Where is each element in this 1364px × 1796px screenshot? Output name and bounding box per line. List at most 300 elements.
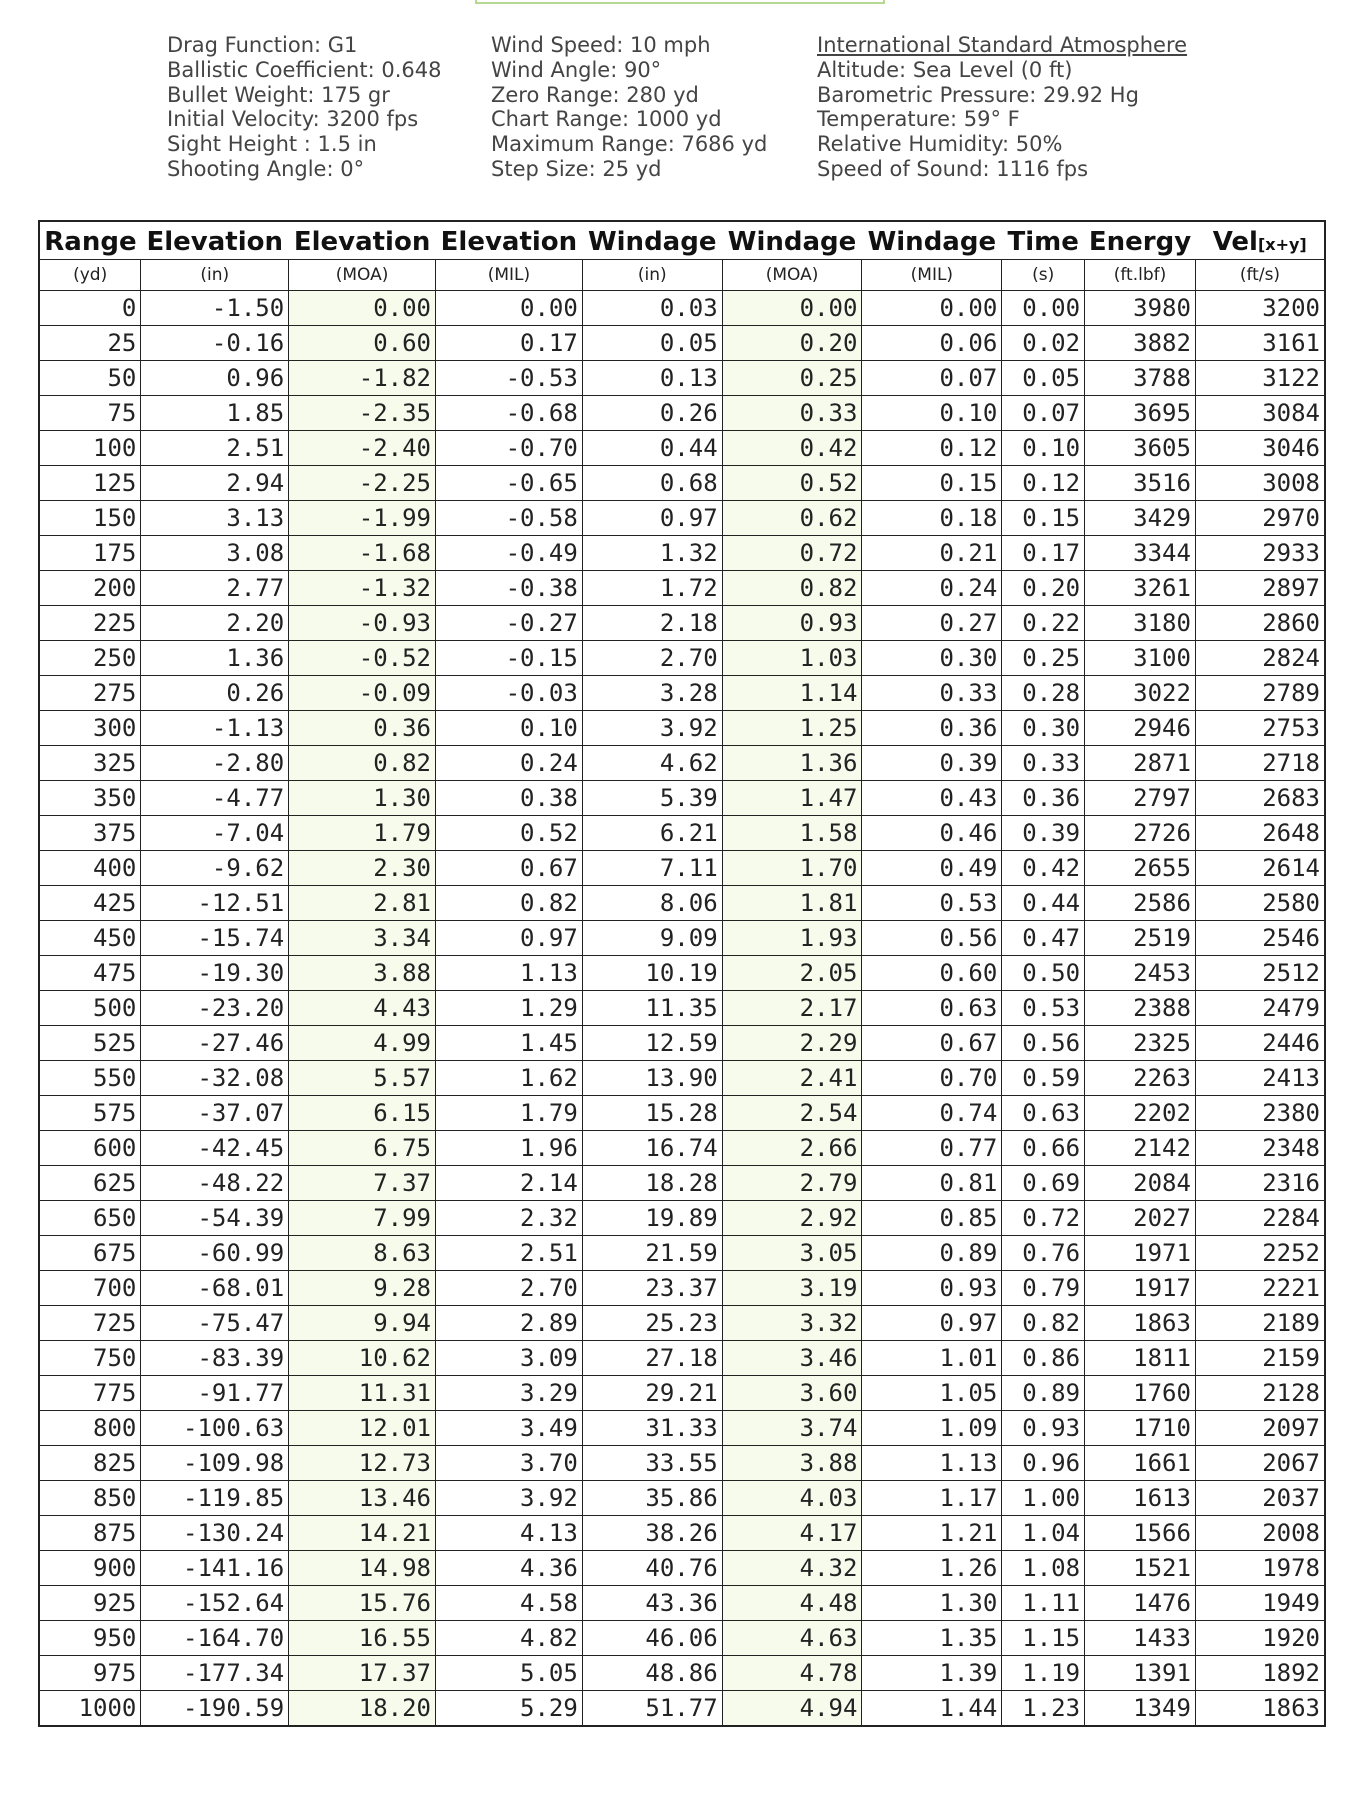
cell-windage-mil: 1.30 — [862, 1586, 1002, 1621]
cell-range: 225 — [39, 606, 141, 641]
cell-windage-moa: 3.32 — [722, 1306, 862, 1341]
bullet-params — [167, 33, 441, 182]
cell-velocity: 2037 — [1195, 1481, 1325, 1516]
cell-energy: 2263 — [1085, 1061, 1196, 1096]
cell-velocity: 2546 — [1195, 921, 1325, 956]
cell-windage-in: 5.39 — [582, 781, 722, 816]
param-altitude: Altitude: Sea Level (0 ft) — [817, 57, 1073, 82]
cell-elevation-in: -32.08 — [141, 1061, 289, 1096]
cell-range: 600 — [39, 1131, 141, 1166]
param-maximum-range: Maximum Range: 7686 yd — [491, 132, 768, 157]
cell-elevation-mil: 3.09 — [436, 1341, 583, 1376]
cell-elevation-in: -1.13 — [141, 711, 289, 746]
param-ballistic-coefficient: Ballistic Coefficient: 0.648 — [167, 57, 442, 82]
cell-elevation-in: -177.34 — [141, 1656, 289, 1691]
cell-windage-in: 2.70 — [582, 641, 722, 676]
cell-velocity: 2824 — [1195, 641, 1325, 676]
table-row — [39, 571, 1325, 606]
cell-elevation-mil: -0.03 — [436, 676, 583, 711]
cell-windage-moa: 4.78 — [722, 1656, 862, 1691]
cell-energy: 1917 — [1085, 1271, 1196, 1306]
cell-energy: 3344 — [1085, 536, 1196, 571]
unit-windage-moa: (MOA) — [722, 260, 862, 291]
cell-windage-moa: 3.19 — [722, 1271, 862, 1306]
cell-elevation-mil: 0.24 — [436, 746, 583, 781]
table-row — [39, 1481, 1325, 1516]
cell-elevation-moa: 9.94 — [289, 1306, 436, 1341]
cell-elevation-moa: -2.40 — [289, 431, 436, 466]
cell-energy: 1760 — [1085, 1376, 1196, 1411]
cell-windage-mil: 1.17 — [862, 1481, 1002, 1516]
cell-elevation-in: -60.99 — [141, 1236, 289, 1271]
cell-windage-in: 35.86 — [582, 1481, 722, 1516]
cell-windage-in: 3.92 — [582, 711, 722, 746]
cell-windage-moa: 1.25 — [722, 711, 862, 746]
cell-windage-in: 10.19 — [582, 956, 722, 991]
velocity-label: Vel — [1212, 226, 1258, 257]
cell-elevation-mil: 1.96 — [436, 1131, 583, 1166]
cell-windage-moa: 0.62 — [722, 501, 862, 536]
unit-elevation-moa: (MOA) — [289, 260, 436, 291]
cell-windage-moa: 2.66 — [722, 1131, 862, 1166]
cell-windage-in: 13.90 — [582, 1061, 722, 1096]
cell-time: 0.05 — [1002, 361, 1085, 396]
table-row — [39, 1586, 1325, 1621]
cell-range: 550 — [39, 1061, 141, 1096]
cell-range: 525 — [39, 1026, 141, 1061]
cell-windage-in: 15.28 — [582, 1096, 722, 1131]
table-row — [39, 431, 1325, 466]
param-zero-range: Zero Range: 280 yd — [491, 82, 699, 107]
cell-velocity: 2446 — [1195, 1026, 1325, 1061]
cell-elevation-mil: -0.15 — [436, 641, 583, 676]
cell-elevation-mil: 2.51 — [436, 1236, 583, 1271]
cell-windage-moa: 2.79 — [722, 1166, 862, 1201]
cell-elevation-mil: 1.45 — [436, 1026, 583, 1061]
cell-elevation-mil: 4.36 — [436, 1551, 583, 1586]
cell-windage-mil: 0.81 — [862, 1166, 1002, 1201]
cell-windage-in: 2.18 — [582, 606, 722, 641]
table-row — [39, 1271, 1325, 1306]
cell-elevation-moa: 7.37 — [289, 1166, 436, 1201]
cell-windage-in: 9.09 — [582, 921, 722, 956]
cell-energy: 1566 — [1085, 1516, 1196, 1551]
cell-windage-moa: 2.92 — [722, 1201, 862, 1236]
cell-elevation-mil: 5.05 — [436, 1656, 583, 1691]
cell-energy: 1391 — [1085, 1656, 1196, 1691]
cell-windage-in: 0.44 — [582, 431, 722, 466]
cell-elevation-moa: 12.73 — [289, 1446, 436, 1481]
cell-range: 300 — [39, 711, 141, 746]
cell-range: 575 — [39, 1096, 141, 1131]
cell-windage-mil: 0.18 — [862, 501, 1002, 536]
cell-elevation-moa: 9.28 — [289, 1271, 436, 1306]
cell-elevation-moa: 14.21 — [289, 1516, 436, 1551]
cell-velocity: 1949 — [1195, 1586, 1325, 1621]
cell-windage-in: 1.72 — [582, 571, 722, 606]
cell-elevation-in: -7.04 — [141, 816, 289, 851]
cell-energy: 3516 — [1085, 466, 1196, 501]
cell-elevation-moa: -1.32 — [289, 571, 436, 606]
cell-energy: 1710 — [1085, 1411, 1196, 1446]
cell-windage-in: 1.32 — [582, 536, 722, 571]
cell-windage-mil: 1.39 — [862, 1656, 1002, 1691]
table-row — [39, 816, 1325, 851]
top-box-outline — [475, 0, 885, 4]
table-row — [39, 501, 1325, 536]
cell-elevation-moa: 1.30 — [289, 781, 436, 816]
cell-windage-mil: 0.46 — [862, 816, 1002, 851]
atmosphere-link[interactable]: International Standard Atmosphere — [817, 33, 1188, 57]
cell-energy: 2027 — [1085, 1201, 1196, 1236]
cell-windage-moa: 1.70 — [722, 851, 862, 886]
cell-time: 1.23 — [1002, 1691, 1085, 1727]
table-row — [39, 1306, 1325, 1341]
table-row — [39, 466, 1325, 501]
cell-elevation-moa: 8.63 — [289, 1236, 436, 1271]
cell-windage-moa: 0.82 — [722, 571, 862, 606]
cell-windage-moa: 1.14 — [722, 676, 862, 711]
param-temperature: Temperature: 59° F — [817, 107, 1020, 132]
param-bullet-weight: Bullet Weight: 175 gr — [167, 82, 390, 107]
cell-energy: 3022 — [1085, 676, 1196, 711]
cell-range: 0 — [39, 291, 141, 326]
cell-windage-in: 43.36 — [582, 1586, 722, 1621]
cell-elevation-in: 2.20 — [141, 606, 289, 641]
cell-energy: 2797 — [1085, 781, 1196, 816]
cell-elevation-moa: -1.82 — [289, 361, 436, 396]
cell-elevation-moa: -2.35 — [289, 396, 436, 431]
cell-windage-mil: 1.05 — [862, 1376, 1002, 1411]
param-chart-range: Chart Range: 1000 yd — [491, 107, 722, 132]
cell-elevation-in: -37.07 — [141, 1096, 289, 1131]
cell-windage-mil: 0.97 — [862, 1306, 1002, 1341]
cell-windage-in: 12.59 — [582, 1026, 722, 1061]
cell-windage-in: 48.86 — [582, 1656, 722, 1691]
cell-time: 1.11 — [1002, 1586, 1085, 1621]
cell-energy: 1433 — [1085, 1621, 1196, 1656]
cell-windage-in: 11.35 — [582, 991, 722, 1026]
cell-range: 275 — [39, 676, 141, 711]
cell-range: 200 — [39, 571, 141, 606]
param-step-size: Step Size: 25 yd — [491, 156, 662, 181]
cell-windage-mil: 0.24 — [862, 571, 1002, 606]
cell-windage-mil: 0.00 — [862, 291, 1002, 326]
cell-time: 0.79 — [1002, 1271, 1085, 1306]
cell-velocity: 1978 — [1195, 1551, 1325, 1586]
cell-elevation-in: -4.77 — [141, 781, 289, 816]
cell-elevation-in: -75.47 — [141, 1306, 289, 1341]
cell-elevation-in: -2.80 — [141, 746, 289, 781]
cell-windage-moa: 4.32 — [722, 1551, 862, 1586]
cell-velocity: 2933 — [1195, 536, 1325, 571]
cell-elevation-in: -190.59 — [141, 1691, 289, 1727]
cell-elevation-in: -54.39 — [141, 1201, 289, 1236]
cell-windage-mil: 0.30 — [862, 641, 1002, 676]
cell-windage-mil: 0.60 — [862, 956, 1002, 991]
cell-windage-mil: 0.39 — [862, 746, 1002, 781]
param-speed-of-sound: Speed of Sound: 1116 fps — [817, 156, 1089, 181]
cell-elevation-in: -42.45 — [141, 1131, 289, 1166]
cell-elevation-in: -1.50 — [141, 291, 289, 326]
cell-range: 150 — [39, 501, 141, 536]
cell-elevation-mil: -0.53 — [436, 361, 583, 396]
cell-energy: 3695 — [1085, 396, 1196, 431]
cell-elevation-in: -15.74 — [141, 921, 289, 956]
cell-windage-mil: 1.09 — [862, 1411, 1002, 1446]
unit-velocity: (ft/s) — [1195, 260, 1325, 291]
cell-elevation-mil: 4.82 — [436, 1621, 583, 1656]
cell-windage-mil: 1.21 — [862, 1516, 1002, 1551]
cell-elevation-in: -48.22 — [141, 1166, 289, 1201]
cell-windage-in: 19.89 — [582, 1201, 722, 1236]
cell-range: 250 — [39, 641, 141, 676]
cell-windage-in: 27.18 — [582, 1341, 722, 1376]
cell-time: 0.12 — [1002, 466, 1085, 501]
cell-windage-mil: 0.85 — [862, 1201, 1002, 1236]
cell-elevation-moa: 3.88 — [289, 956, 436, 991]
cell-windage-mil: 0.53 — [862, 886, 1002, 921]
table-row — [39, 1516, 1325, 1551]
cell-elevation-in: 2.51 — [141, 431, 289, 466]
cell-windage-moa: 2.41 — [722, 1061, 862, 1096]
cell-velocity: 3200 — [1195, 291, 1325, 326]
cell-time: 0.20 — [1002, 571, 1085, 606]
cell-elevation-mil: 2.70 — [436, 1271, 583, 1306]
cell-velocity: 3084 — [1195, 396, 1325, 431]
cell-windage-in: 21.59 — [582, 1236, 722, 1271]
cell-windage-mil: 0.89 — [862, 1236, 1002, 1271]
cell-time: 0.63 — [1002, 1096, 1085, 1131]
cell-velocity: 2683 — [1195, 781, 1325, 816]
cell-elevation-in: -23.20 — [141, 991, 289, 1026]
cell-windage-moa: 3.74 — [722, 1411, 862, 1446]
cell-velocity: 2067 — [1195, 1446, 1325, 1481]
cell-windage-mil: 0.43 — [862, 781, 1002, 816]
cell-velocity: 2648 — [1195, 816, 1325, 851]
cell-energy: 1349 — [1085, 1691, 1196, 1727]
cell-energy: 2655 — [1085, 851, 1196, 886]
cell-windage-moa: 2.05 — [722, 956, 862, 991]
table-row — [39, 641, 1325, 676]
cell-time: 0.66 — [1002, 1131, 1085, 1166]
cell-elevation-in: 1.85 — [141, 396, 289, 431]
cell-velocity: 2008 — [1195, 1516, 1325, 1551]
cell-windage-moa: 0.25 — [722, 361, 862, 396]
table-row — [39, 1621, 1325, 1656]
velocity-suffix: [x+y] — [1257, 234, 1307, 254]
table-row — [39, 326, 1325, 361]
table-body — [39, 291, 1325, 1727]
table-row — [39, 851, 1325, 886]
cell-elevation-mil: 0.82 — [436, 886, 583, 921]
cell-velocity: 2614 — [1195, 851, 1325, 886]
cell-elevation-in: -164.70 — [141, 1621, 289, 1656]
cell-elevation-moa: 17.37 — [289, 1656, 436, 1691]
cell-windage-moa: 1.58 — [722, 816, 862, 851]
param-initial-velocity: Initial Velocity: 3200 fps — [167, 107, 419, 132]
cell-windage-in: 0.26 — [582, 396, 722, 431]
cell-elevation-moa: 2.30 — [289, 851, 436, 886]
cell-windage-in: 4.62 — [582, 746, 722, 781]
cell-range: 850 — [39, 1481, 141, 1516]
cell-range: 375 — [39, 816, 141, 851]
param-wind-speed: Wind Speed: 10 mph — [491, 33, 711, 57]
cell-elevation-mil: 3.92 — [436, 1481, 583, 1516]
cell-velocity: 2189 — [1195, 1306, 1325, 1341]
cell-range: 925 — [39, 1586, 141, 1621]
unit-time: (s) — [1002, 260, 1085, 291]
cell-elevation-mil: 1.79 — [436, 1096, 583, 1131]
cell-windage-moa: 3.05 — [722, 1236, 862, 1271]
cell-elevation-moa: 4.99 — [289, 1026, 436, 1061]
cell-elevation-moa: 10.62 — [289, 1341, 436, 1376]
cell-time: 0.47 — [1002, 921, 1085, 956]
cell-windage-moa: 4.03 — [722, 1481, 862, 1516]
cell-elevation-mil: 2.32 — [436, 1201, 583, 1236]
cell-windage-moa: 4.63 — [722, 1621, 862, 1656]
cell-windage-in: 0.97 — [582, 501, 722, 536]
cell-range: 950 — [39, 1621, 141, 1656]
units-row — [39, 260, 1325, 291]
cell-time: 0.76 — [1002, 1236, 1085, 1271]
cell-range: 100 — [39, 431, 141, 466]
cell-windage-in: 38.26 — [582, 1516, 722, 1551]
cell-elevation-in: -119.85 — [141, 1481, 289, 1516]
cell-windage-moa: 3.46 — [722, 1341, 862, 1376]
cell-energy: 3429 — [1085, 501, 1196, 536]
cell-time: 1.00 — [1002, 1481, 1085, 1516]
cell-energy: 2202 — [1085, 1096, 1196, 1131]
cell-velocity: 1863 — [1195, 1691, 1325, 1727]
cell-energy: 1863 — [1085, 1306, 1196, 1341]
cell-velocity: 3046 — [1195, 431, 1325, 466]
cell-elevation-mil: 0.52 — [436, 816, 583, 851]
cell-time: 0.15 — [1002, 501, 1085, 536]
table-row — [39, 1166, 1325, 1201]
cell-elevation-mil: 3.49 — [436, 1411, 583, 1446]
cell-range: 900 — [39, 1551, 141, 1586]
cell-windage-moa: 4.94 — [722, 1691, 862, 1727]
cell-windage-moa: 0.42 — [722, 431, 862, 466]
cell-elevation-moa: 4.43 — [289, 991, 436, 1026]
cell-elevation-moa: 0.00 — [289, 291, 436, 326]
table-row — [39, 956, 1325, 991]
cell-time: 0.69 — [1002, 1166, 1085, 1201]
col-header-windage-moa: Windage — [727, 226, 857, 257]
cell-velocity: 2718 — [1195, 746, 1325, 781]
cell-elevation-in: -100.63 — [141, 1411, 289, 1446]
table-row — [39, 1376, 1325, 1411]
cell-time: 0.28 — [1002, 676, 1085, 711]
cell-time: 0.53 — [1002, 991, 1085, 1026]
cell-windage-mil: 0.21 — [862, 536, 1002, 571]
cell-energy: 3261 — [1085, 571, 1196, 606]
cell-velocity: 2789 — [1195, 676, 1325, 711]
table-row — [39, 1691, 1325, 1727]
cell-elevation-in: -27.46 — [141, 1026, 289, 1061]
table-row — [39, 711, 1325, 746]
cell-range: 400 — [39, 851, 141, 886]
cell-windage-moa: 1.81 — [722, 886, 862, 921]
cell-velocity: 2348 — [1195, 1131, 1325, 1166]
cell-windage-moa: 2.17 — [722, 991, 862, 1026]
param-shooting-angle: Shooting Angle: 0° — [167, 156, 365, 181]
cell-elevation-moa: 7.99 — [289, 1201, 436, 1236]
cell-windage-in: 40.76 — [582, 1551, 722, 1586]
cell-energy: 2946 — [1085, 711, 1196, 746]
cell-elevation-moa: 0.36 — [289, 711, 436, 746]
cell-time: 0.56 — [1002, 1026, 1085, 1061]
param-sight-height: Sight Height : 1.5 in — [167, 132, 377, 157]
cell-windage-in: 18.28 — [582, 1166, 722, 1201]
cell-windage-mil: 1.44 — [862, 1691, 1002, 1727]
cell-time: 0.93 — [1002, 1411, 1085, 1446]
table-row — [39, 1656, 1325, 1691]
cell-time: 0.33 — [1002, 746, 1085, 781]
cell-range: 425 — [39, 886, 141, 921]
cell-time: 0.96 — [1002, 1446, 1085, 1481]
cell-elevation-in: 2.94 — [141, 466, 289, 501]
cell-elevation-moa: 2.81 — [289, 886, 436, 921]
cell-range: 1000 — [39, 1691, 141, 1727]
cell-windage-in: 23.37 — [582, 1271, 722, 1306]
cell-velocity: 2316 — [1195, 1166, 1325, 1201]
unit-elevation-in: (in) — [141, 260, 289, 291]
table-row — [39, 1201, 1325, 1236]
table-row — [39, 1236, 1325, 1271]
cell-elevation-moa: -0.52 — [289, 641, 436, 676]
cell-windage-mil: 0.93 — [862, 1271, 1002, 1306]
cell-velocity: 2159 — [1195, 1341, 1325, 1376]
cell-energy: 1521 — [1085, 1551, 1196, 1586]
cell-elevation-in: -83.39 — [141, 1341, 289, 1376]
cell-energy: 3980 — [1085, 291, 1196, 326]
cell-elevation-mil: 0.00 — [436, 291, 583, 326]
table-row — [39, 1341, 1325, 1376]
table-row — [39, 1131, 1325, 1166]
table-row — [39, 676, 1325, 711]
cell-elevation-mil: 5.29 — [436, 1691, 583, 1727]
cell-velocity: 2284 — [1195, 1201, 1325, 1236]
cell-time: 0.59 — [1002, 1061, 1085, 1096]
cell-time: 1.08 — [1002, 1551, 1085, 1586]
cell-range: 725 — [39, 1306, 141, 1341]
cell-windage-mil: 0.27 — [862, 606, 1002, 641]
table-row — [39, 1061, 1325, 1096]
cell-elevation-moa: -1.68 — [289, 536, 436, 571]
cell-elevation-in: -0.16 — [141, 326, 289, 361]
cell-windage-moa: 1.03 — [722, 641, 862, 676]
cell-range: 25 — [39, 326, 141, 361]
cell-elevation-in: -130.24 — [141, 1516, 289, 1551]
cell-time: 0.50 — [1002, 956, 1085, 991]
cell-windage-mil: 0.10 — [862, 396, 1002, 431]
cell-range: 50 — [39, 361, 141, 396]
cell-elevation-mil: -0.68 — [436, 396, 583, 431]
cell-range: 500 — [39, 991, 141, 1026]
cell-elevation-moa: -1.99 — [289, 501, 436, 536]
cell-velocity: 3122 — [1195, 361, 1325, 396]
cell-elevation-in: -152.64 — [141, 1586, 289, 1621]
cell-windage-mil: 0.56 — [862, 921, 1002, 956]
cell-windage-moa: 4.48 — [722, 1586, 862, 1621]
cell-windage-moa: 1.93 — [722, 921, 862, 956]
cell-range: 750 — [39, 1341, 141, 1376]
cell-energy: 1811 — [1085, 1341, 1196, 1376]
cell-elevation-mil: 2.89 — [436, 1306, 583, 1341]
cell-time: 0.44 — [1002, 886, 1085, 921]
